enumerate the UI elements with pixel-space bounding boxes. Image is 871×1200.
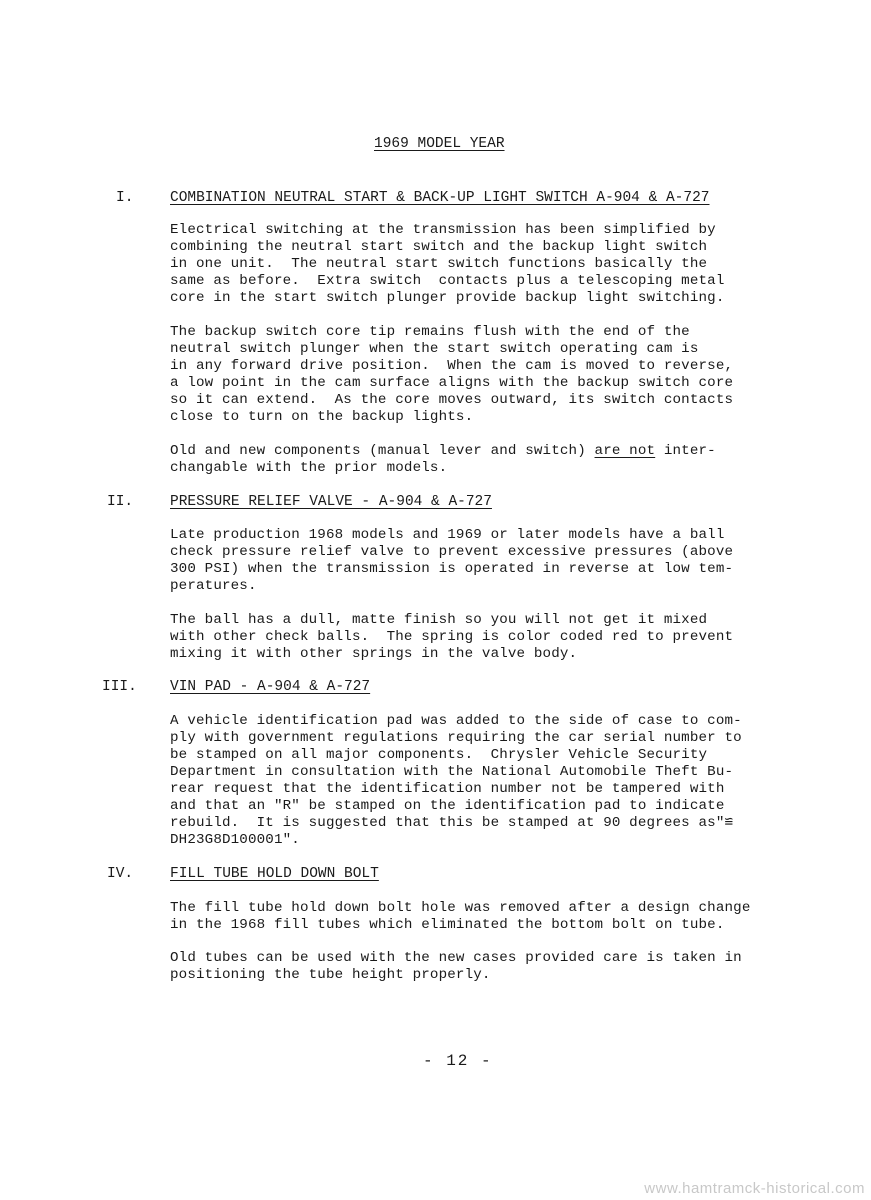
page-title: 1969 MODEL YEAR	[374, 136, 505, 152]
section-2-numeral: II.	[107, 494, 134, 510]
section-3-paragraph-1: A vehicle identification pad was added to the side of case to com- ply with government regulations requiring the car serial number to be stamped on all major components. Chrysler Vehicle Security Department in consultation with the National Automobile Theft Bu- rear request that the identification number not be tampered with and that an "R" be stamped on the identification pad to indicate rebuild. It is suggested that this be stamped at 90 degrees as"≌ DH23G8D100001".	[170, 713, 742, 848]
section-2-heading: PRESSURE RELIEF VALVE - A-904 & A-727	[170, 494, 492, 510]
section-2-paragraph-1: Late production 1968 models and 1969 or later models have a ball check pressure relief valve to prevent excessive pressures (above 300 PSI) when the transmission is operated in reverse at low tem- peratures.	[170, 527, 734, 594]
section-4-paragraph-1: The fill tube hold down bolt hole was removed after a design change in the 1968 fill tubes which eliminated the bottom bolt on tube.	[170, 900, 751, 933]
section-1-paragraph-2: The backup switch core tip remains flush with the end of the neutral switch plunger when the start switch operating cam is in any forward drive position. When the cam is moved to reverse, a low point in the cam surface aligns with the backup switch core so it can extend. As the core moves outward, its switch contacts close to turn on the backup lights.	[170, 324, 734, 425]
section-1-paragraph-1: Electrical switching at the transmission has been simplified by combining the neutral start switch and the backup light switch in one unit. The neutral start switch functions basically the same as before. Extra switch contacts plus a telescoping metal core in the start switch plunger provide backup light switching.	[170, 222, 725, 306]
section-1-paragraph-3	[170, 443, 716, 477]
section-1-paragraph-3-text-a: Old and new components (manual lever and switch)	[170, 443, 595, 459]
section-4-numeral: IV.	[107, 866, 134, 882]
section-4-heading: FILL TUBE HOLD DOWN BOLT	[170, 866, 379, 882]
section-4-paragraph-2: Old tubes can be used with the new cases provided care is taken in positioning the tube height properly.	[170, 950, 742, 983]
page-number: - 12 -	[423, 1052, 493, 1070]
section-2-paragraph-2: The ball has a dull, matte finish so you will not get it mixed with other check balls. The spring is color coded red to prevent mixing it with other springs in the valve body.	[170, 612, 734, 662]
watermark-url: www.hamtramck-historical.com	[644, 1180, 865, 1197]
section-1-paragraph-3-text-b: inter- changable with the prior models.	[170, 443, 716, 476]
section-1-heading: COMBINATION NEUTRAL START & BACK-UP LIGHT SWITCH A-904 & A-727	[170, 190, 710, 206]
section-1-numeral: I.	[116, 190, 134, 206]
section-3-heading: VIN PAD - A-904 & A-727	[170, 679, 371, 695]
section-3-numeral: III.	[102, 679, 137, 695]
section-1-emphasis-are-not: are not	[594, 443, 656, 459]
